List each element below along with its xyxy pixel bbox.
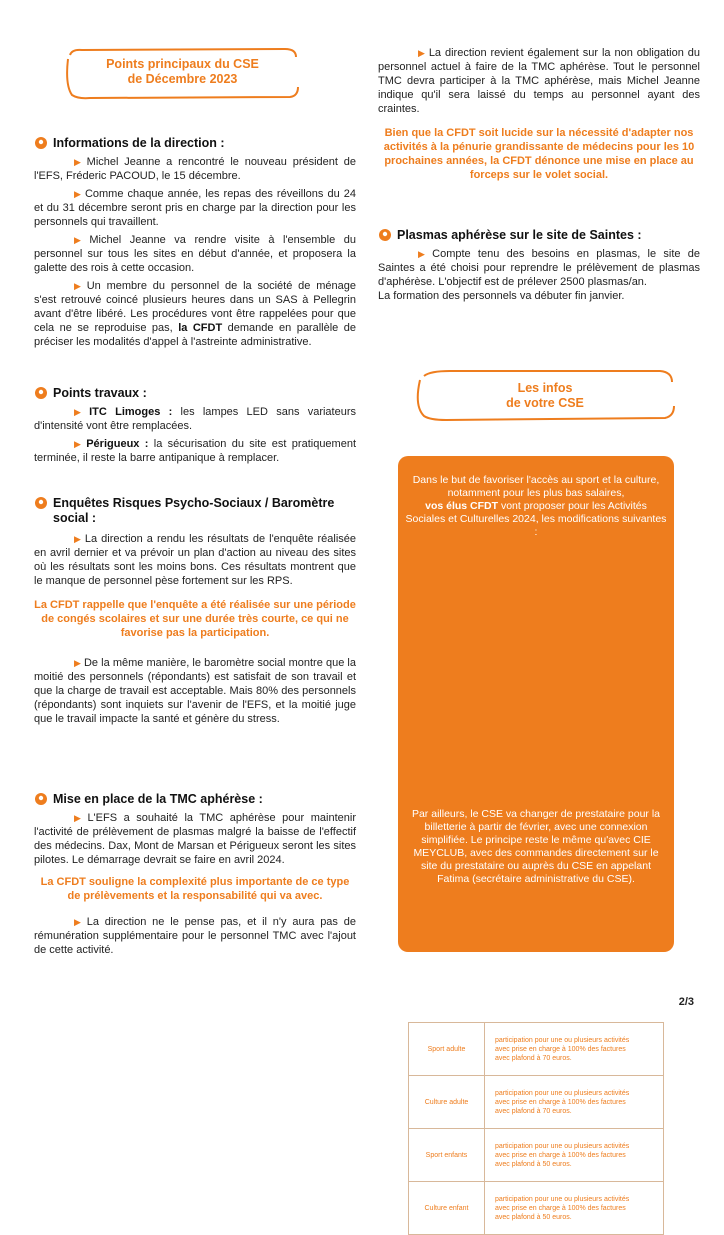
paragraph: ▶ Comme chaque année, les repas des réveillons du 24 et du 31 décembre seront pris en charge par la direction pour les personnels qui travaillent. xyxy=(34,188,356,228)
location-pin-icon xyxy=(34,496,48,510)
table-cell-description: participation pour une ou plusieurs activités avec prise en charge à 100% des factures avec plafond à 70 euros. xyxy=(485,1076,664,1129)
table-row xyxy=(409,1182,664,1235)
paragraph: ▶ L'EFS a souhaité la TMC aphérèse pour maintenir l'activité de prélèvement de plasmas malgré la baisse de l'effectif des médecins. Dax, Mont de Marsan et Périgueux seront les sites pilotes. Le démarrage devrait se faire en avril 2024. xyxy=(34,812,357,866)
section-heading: Points travaux : xyxy=(34,386,356,401)
section-tmc xyxy=(34,792,356,957)
paragraph: ▶ Michel Jeanne va rendre visite à l'ensemble du personnel sur tous les sites en début d'année, et proposera la galette des rois à cette occasion. xyxy=(34,234,356,274)
table-cell-description: participation pour une ou plusieurs activités avec prise en charge à 100% des factures avec plafond à 50 euros. xyxy=(485,1182,664,1235)
arrow-icon: ▶ xyxy=(418,249,430,259)
arrow-icon: ▶ xyxy=(74,235,87,245)
arrow-icon: ▶ xyxy=(74,917,84,927)
cse-info-banner xyxy=(410,368,680,424)
arrow-icon: ▶ xyxy=(74,157,84,167)
arrow-icon: ▶ xyxy=(74,658,81,668)
page-number: 2/3 xyxy=(678,996,694,1008)
table-row xyxy=(409,1076,664,1129)
arrow-icon: ▶ xyxy=(74,813,85,823)
table-cell-category: Culture enfant xyxy=(409,1182,485,1235)
cfdt-callout: La CFDT rappelle que l'enquête a été réalisée sur une période de congés scolaires et sur une durée très courte, ce qui ne favorise pas la participation. xyxy=(34,599,356,639)
location-pin-icon xyxy=(34,386,48,400)
section-saintes xyxy=(378,228,700,303)
cse-outro: Par ailleurs, le CSE va changer de prestataire pour la billetterie à partir de février, avec une connexion simplifiée. Le principe reste le même qu'avec CIE MEYCLUB, avec des commandes directement sur le site du prestataire ou auprès du CSE en appelant Fatima (secrétaire administrative du CSE). xyxy=(411,808,661,885)
paragraph: ▶ ITC Limoges : les lampes LED sans variateurs d'intensité vont être remplacées. xyxy=(34,406,357,432)
paragraph: ▶ Compte tenu des besoins en plasmas, le site de Saintes a été choisi pour reprendre le prélèvement de plasmas d'aphérèse. L'objectif est de prélever 2500 plasmas/an. xyxy=(378,248,700,288)
section-direction xyxy=(34,136,356,349)
section-heading: Mise en place de la TMC aphérèse : xyxy=(34,792,356,807)
table-cell-description: participation pour une ou plusieurs activités avec prise en charge à 100% des factures avec plafond à 70 euros. xyxy=(485,1023,664,1076)
location-pin-icon xyxy=(34,136,48,150)
location-pin-icon xyxy=(378,228,392,242)
arrow-icon: ▶ xyxy=(418,48,426,58)
cfdt-callout: Bien que la CFDT soit lucide sur la nécessité d'adapter nos activités à la pénurie grandissante de médecins pour les 10 prochaines années, la CFDT dénonce une mise en place au forceps sur le volet social. xyxy=(383,127,695,181)
banner-line-2: de votre CSE xyxy=(506,396,584,410)
section-heading: Plasmas aphérèse sur le site de Saintes : xyxy=(378,228,700,243)
section-travaux xyxy=(34,386,356,465)
paragraph: ▶ Michel Jeanne a rencontré le nouveau président de l'EFS, Fréderic PACOUD, le 15 décembre. xyxy=(34,156,356,182)
paragraph: La formation des personnels va débuter fin janvier. xyxy=(378,290,625,302)
arrow-icon: ▶ xyxy=(74,439,84,449)
banner-line-2: de Décembre 2023 xyxy=(127,72,238,86)
paragraph: ▶ Périgueux : la sécurisation du site est pratiquement terminée, il reste la barre antipanique à remplacer. xyxy=(34,438,357,464)
activities-table xyxy=(408,1022,664,1235)
banner-line-1: Les infos xyxy=(517,381,573,395)
section-heading: Enquêtes Risques Psycho-Sociaux / Baromètre social : xyxy=(34,496,356,526)
table-row xyxy=(409,1129,664,1182)
banner-line-1: Points principaux du CSE xyxy=(106,57,259,71)
arrow-icon: ▶ xyxy=(74,407,87,417)
table-row xyxy=(409,1023,664,1076)
paragraph: ▶ De la même manière, le baromètre social montre que la moitié des personnels (répondants) est satisfait de son travail et que la charge de travail est acceptable. Mais 80% des personnels (répondants) sont inquiets sur l'avenir de l'EFS, et la moitié juge que le travail impacte la santé et génère du stress. xyxy=(34,657,356,725)
cse-intro: Dans le but de favoriser l'accès au sport et la culture, notamment pour les plus bas salaires, vos élus CFDT vont proposer pour les Activités Sociales et Culturelles 2024, les modifications suivantes : xyxy=(405,474,667,538)
section-tmc-continued xyxy=(378,46,700,182)
title-banner xyxy=(60,45,305,103)
paragraph: ▶ La direction ne le pense pas, et il n'y aura pas de rémunération supplémentaire pour le personnel TMC avec l'ajout de cette activité. xyxy=(34,916,356,956)
section-rps xyxy=(34,496,356,726)
section-heading: Informations de la direction : xyxy=(34,136,356,151)
arrow-icon: ▶ xyxy=(74,534,82,544)
cfdt-callout: La CFDT souligne la complexité plus importante de ce type de prélèvements et la responsabilité qui va avec. xyxy=(40,876,350,902)
table-cell-category: Sport adulte xyxy=(409,1023,485,1076)
arrow-icon: ▶ xyxy=(74,189,82,199)
table-cell-category: Culture adulte xyxy=(409,1076,485,1129)
arrow-icon: ▶ xyxy=(74,281,84,291)
paragraph: ▶ La direction revient également sur la non obligation du personnel actuel à faire de la TMC aphérèse. Tout le personnel TMC devra participer à la TMC aphérèse, mais Michel Jeanne indique qu'il sera laissé du temps au personnel ayant des craintes. xyxy=(378,47,701,115)
table-cell-description: participation pour une ou plusieurs activités avec prise en charge à 100% des factures avec plafond à 50 euros. xyxy=(485,1129,664,1182)
table-cell-category: Sport enfants xyxy=(409,1129,485,1182)
cse-info-box xyxy=(398,456,674,1221)
paragraph: ▶ Un membre du personnel de la société de ménage s'est retrouvé coincé plusieurs heures dans un SAS à Pellegrin avant d'être libéré. Les procédures vont être rappelées pour que cela ne se reproduise pas, la CFDT demande en parallèle de préciser les modalités d'appel à l'astreinte administrative. xyxy=(34,280,356,348)
paragraph: ▶ La direction a rendu les résultats de l'enquête réalisée en avril dernier et va prévoir un plan d'action au niveau des sites où les résultats sont les moins bons. Ces résultats montrent que le manque de personnel pèse fortement sur les RPS. xyxy=(34,533,356,587)
location-pin-icon xyxy=(34,792,48,806)
